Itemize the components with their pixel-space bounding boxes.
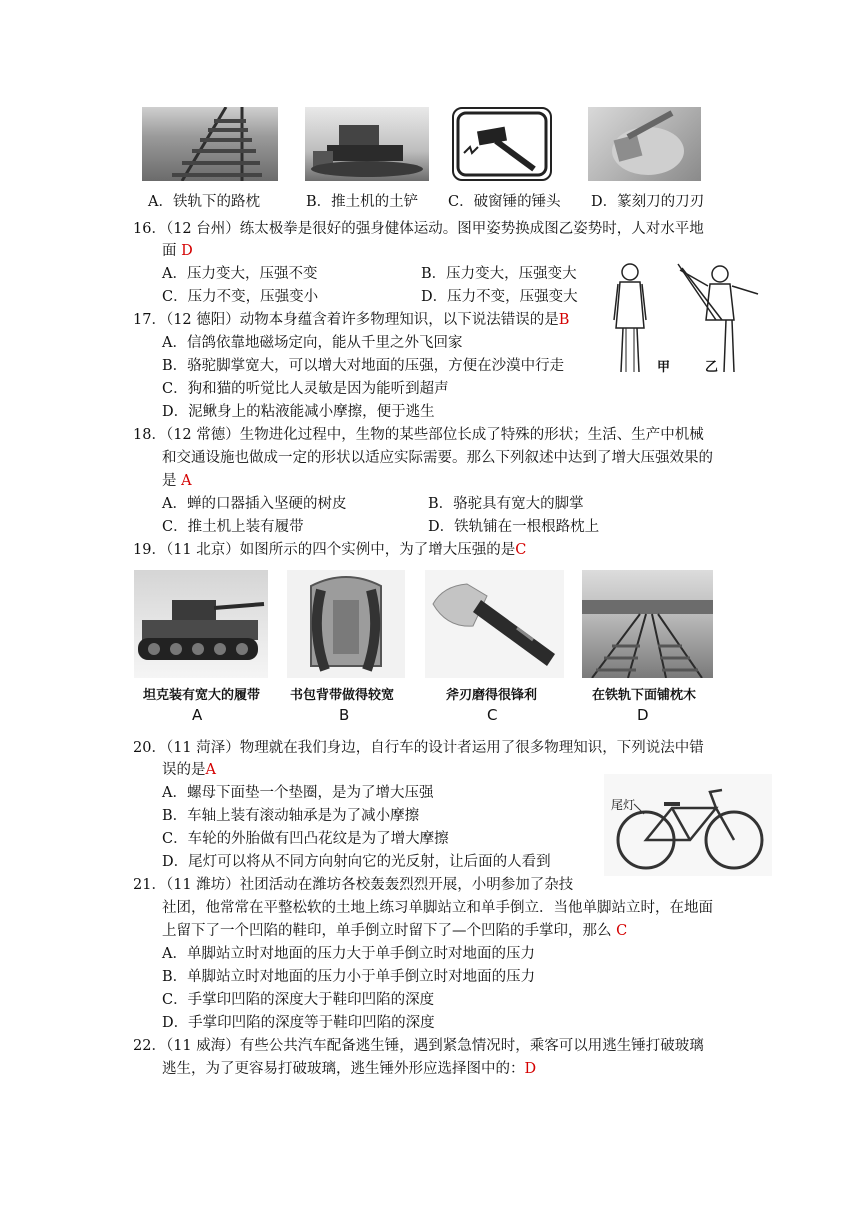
q19-answer: C (515, 542, 527, 558)
q20-answer: A (205, 762, 216, 778)
q18-option-a: A．蝉的口器插入坚硬的树皮 (162, 496, 347, 512)
q20-option-c: C．车轮的外胎做有凹凸花纹是为了增大摩擦 (162, 831, 449, 847)
q19-caption-c: 斧刃磨得很锋利 (446, 688, 538, 703)
carving-knife-photo (588, 107, 701, 181)
q20-stem-text: 误的是 (162, 762, 206, 778)
q18-answer: A (181, 473, 192, 489)
q22-stem-line1: 22．（11 威海）有些公共汽车配备逃生锤，遇到紧急情况时，乘客可以用逃生锤打破玻璃 (133, 1038, 704, 1054)
q18-stem-line3 (162, 471, 192, 491)
q19-letter-c: C (487, 706, 498, 724)
axe-photo (425, 570, 564, 678)
q16-option-d: D．压力不变，压强变大 (421, 289, 578, 305)
q17-option-b: B．骆驼脚掌宽大，可以增大对地面的压强，方便在沙漠中行走 (162, 358, 565, 374)
q17-option-d: D．泥鳅身上的粘液能减小摩擦，便于逃生 (162, 404, 435, 420)
q18-stem-text: 是 (162, 473, 177, 489)
q16-option-a: A．压力变大，压强不变 (162, 266, 318, 282)
bulldozer-photo (305, 107, 429, 181)
q22-answer: D (524, 1061, 537, 1077)
q19-caption-d: 在铁轨下面铺枕木 (592, 688, 697, 703)
bicycle-taillight-label: 尾灯 (611, 798, 636, 812)
q19-letter-d: D (637, 706, 649, 724)
railway-sleepers-photo (142, 107, 278, 181)
q17-answer: B (558, 312, 570, 328)
image-label-d: D．篆刻刀的刀刃 (591, 194, 705, 210)
q18-option-d: D．铁轨铺在一根根路枕上 (428, 519, 600, 535)
q20-stem-line1: 20．（11 菏泽）物理就在我们身边，自行车的设计者运用了很多物理知识，下列说法中错 (133, 740, 704, 756)
backpack-photo (287, 570, 405, 678)
taichi-label-yi: 乙 (705, 360, 719, 375)
q20-option-d: D．尾灯可以将从不同方向射向它的光反射，让后面的人看到 (162, 854, 551, 870)
q21-stem-line3 (162, 921, 627, 941)
q19-letter-b: B (339, 706, 350, 724)
q18-stem-line2: 和交通设施也做成一定的形状以适应实际需要。那么下列叙述中达到了增大压强效果的 (162, 450, 713, 466)
q19-caption-b: 书包背带做得较宽 (290, 688, 395, 703)
q16-stem-line1: 16．（12 台州）练太极拳是很好的强身健体运动。图甲姿势换成图乙姿势时，人对水平地 (133, 221, 704, 237)
q16-stem-text: 面 (162, 243, 177, 259)
bicycle-figure (604, 774, 772, 876)
q19-letter-a: A (192, 706, 203, 724)
q18-option-b: B．骆驼具有宽大的脚掌 (428, 496, 584, 512)
q21-stem-text: 上留下了一个凹陷的鞋印，单手倒立时留下了—个凹陷的手掌印，那么 (162, 923, 612, 939)
q16-option-b: B．压力变大，压强变大 (421, 266, 577, 282)
q21-option-a: A．单脚站立时对地面的压力大于单手倒立时对地面的压力 (162, 946, 535, 962)
q19-stem-text: 19．（11 北京）如图所示的四个实例中，为了增大压强的是 (133, 542, 516, 558)
railway-track-photo (582, 570, 713, 678)
q21-stem-line1: 21．（11 潍坊）社团活动在潍坊各校轰轰烈烈开展，小明参加了杂技 (133, 877, 574, 893)
tank-photo (134, 570, 268, 678)
q20-option-b: B．车轴上装有滚动轴承是为了减小摩擦 (162, 808, 420, 824)
q16-stem-line2 (162, 241, 193, 261)
image-label-c: C．破窗锤的锤头 (448, 194, 561, 210)
q17-stem (133, 310, 569, 330)
q17-option-c: C．狗和猫的听觉比人灵敏是因为能听到超声 (162, 381, 449, 397)
q18-stem-line1: 18．（12 常德）生物进化过程中，生物的某些部位长成了特殊的形状；生活、生产中机械 (133, 427, 704, 443)
q19-stem (133, 540, 526, 560)
q22-stem-text: 逃生，为了更容易打破玻璃，逃生锤外形应选择图中的： (162, 1061, 525, 1077)
q16-answer: D (181, 243, 193, 259)
image-label-b: B．推土机的土铲 (306, 194, 419, 210)
q21-option-b: B．单脚站立时对地面的压力小于单手倒立时对地面的压力 (162, 969, 536, 985)
q20-option-a: A．螺母下面垫一个垫圈，是为了增大压强 (162, 785, 434, 801)
q17-stem-text: 17．（12 德阳）动物本身蕴含着许多物理知识，以下说法错误的是 (133, 312, 559, 328)
q21-answer: C (616, 923, 628, 939)
q21-option-c: C．手掌印凹陷的深度大于鞋印凹陷的深度 (162, 992, 435, 1008)
taichi-label-jia: 甲 (657, 360, 671, 375)
q16-option-c: C．压力不变，压强变小 (162, 289, 319, 305)
q22-stem-line2 (162, 1059, 536, 1079)
q17-option-a: A．信鸽依靠地磁场定向，能从千里之外飞回家 (162, 335, 463, 351)
q18-option-c: C．推土机上装有履带 (162, 519, 304, 535)
image-label-a: A．铁轨下的路枕 (148, 194, 260, 210)
taichi-figure (608, 260, 768, 378)
q19-caption-a: 坦克装有宽大的履带 (143, 688, 261, 703)
q21-option-d: D．手掌印凹陷的深度等于鞋印凹陷的深度 (162, 1015, 435, 1031)
q20-stem-line2 (162, 760, 216, 780)
q21-stem-line2: 社团，他常常在平整松软的土地上练习单脚站立和单手倒立．当他单脚站立时，在地面 (162, 900, 713, 916)
hammer-icon-photo (452, 107, 552, 181)
